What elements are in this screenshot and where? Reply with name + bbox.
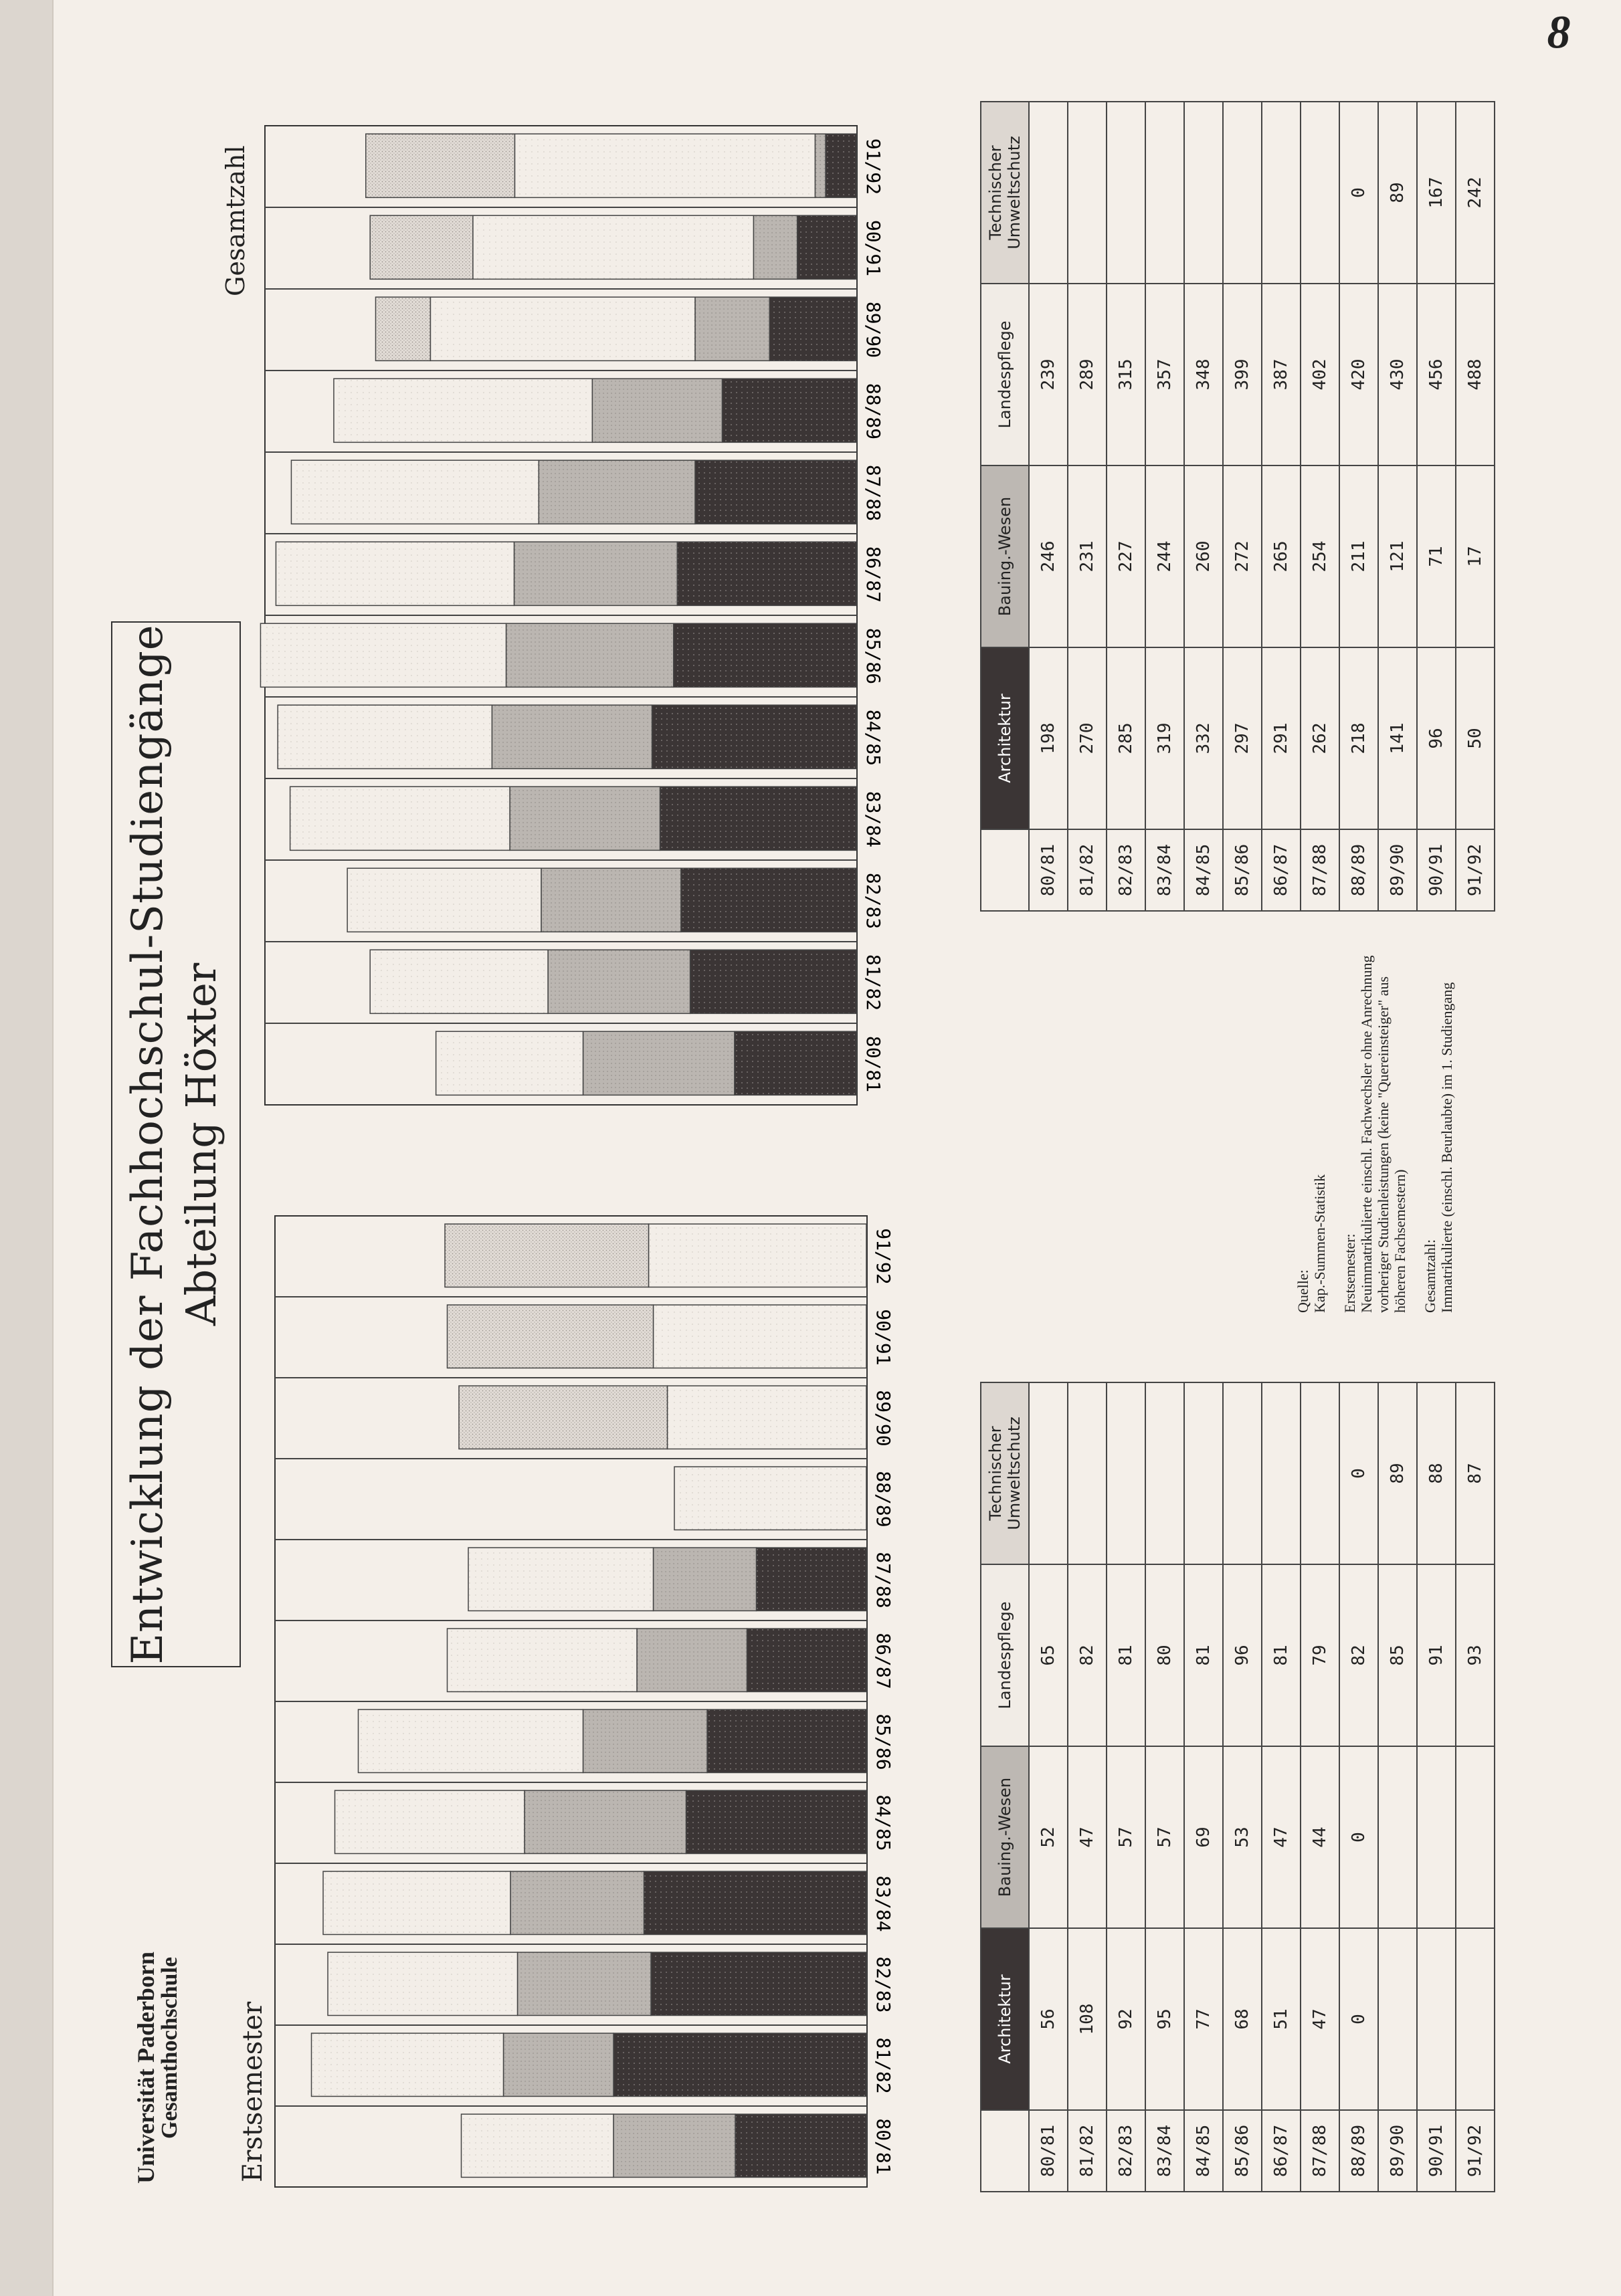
table-cell-landespflege: 456 bbox=[1417, 284, 1456, 465]
bar-segment-bauing bbox=[518, 1952, 652, 2015]
table-cell-bauing: 57 bbox=[1145, 1746, 1184, 1928]
table-cell-architektur: 291 bbox=[1262, 647, 1301, 829]
institution-subtitle: Gesamthochschule bbox=[157, 1957, 182, 2139]
table-row bbox=[1417, 1382, 1456, 2192]
tick-label: 87/88 bbox=[872, 1552, 894, 1608]
tick-label: 81/82 bbox=[862, 954, 884, 1011]
bar-segment-architektur bbox=[757, 1548, 867, 1610]
table-cell-architektur: 218 bbox=[1339, 647, 1378, 829]
table-cell-tech bbox=[1068, 102, 1107, 284]
tick-label: 83/84 bbox=[862, 791, 884, 848]
table-header-landespflege: Landespflege bbox=[981, 284, 1029, 465]
gesamtzahl-table bbox=[980, 101, 1495, 912]
bar-segment-tech bbox=[445, 1224, 649, 1287]
notes-source-label: Quelle: bbox=[1295, 1269, 1311, 1313]
table-row bbox=[1107, 102, 1145, 911]
bar-segment-landespflege bbox=[359, 1709, 583, 1772]
table-cell-tech bbox=[1301, 1382, 1339, 1564]
table-row bbox=[1029, 1382, 1068, 2192]
bar-segment-architektur bbox=[695, 460, 856, 524]
table-header-architektur: Architektur bbox=[981, 647, 1029, 829]
table-header-row bbox=[981, 102, 1029, 911]
table-cell-landespflege: 79 bbox=[1301, 1564, 1339, 1746]
table-header-bauing: Bauing.-Wesen bbox=[981, 465, 1029, 647]
table-cell-year: 82/83 bbox=[1107, 2110, 1145, 2192]
table-cell-year: 91/92 bbox=[1456, 829, 1495, 911]
table-row bbox=[1145, 1382, 1184, 2192]
bar-segment-tech bbox=[448, 1305, 654, 1368]
table-cell-landespflege: 420 bbox=[1339, 284, 1378, 465]
table-row bbox=[1456, 1382, 1495, 2192]
tick-label: 80/81 bbox=[872, 2118, 894, 2175]
table-row bbox=[1417, 102, 1456, 911]
table-cell-bauing: 211 bbox=[1339, 465, 1378, 647]
tick-label: 81/82 bbox=[872, 2037, 894, 2094]
table-cell-landespflege: 488 bbox=[1456, 284, 1495, 465]
table-cell-landespflege: 348 bbox=[1184, 284, 1223, 465]
table-row bbox=[1301, 1382, 1339, 2192]
table-cell-tech: 87 bbox=[1456, 1382, 1495, 1564]
table-cell-architektur: 95 bbox=[1145, 1928, 1184, 2110]
table-cell-bauing: 0 bbox=[1339, 1746, 1378, 1928]
table-row bbox=[1339, 1382, 1378, 2192]
table-cell-architektur: 92 bbox=[1107, 1928, 1145, 2110]
table-cell-bauing: 121 bbox=[1378, 465, 1417, 647]
table-cell-architektur: 285 bbox=[1107, 647, 1145, 829]
notes-source-text: Kap.-Summen-Statistik bbox=[1311, 1174, 1328, 1313]
table-cell-architektur: 47 bbox=[1301, 1928, 1339, 2110]
tick-label: 84/85 bbox=[862, 709, 884, 766]
table-cell-tech bbox=[1029, 1382, 1068, 1564]
table-cell-bauing: 260 bbox=[1184, 465, 1223, 647]
table-row bbox=[1262, 102, 1301, 911]
table-cell-year: 90/91 bbox=[1417, 829, 1456, 911]
table-cell-landespflege: 93 bbox=[1456, 1564, 1495, 1746]
table-cell-tech bbox=[1145, 1382, 1184, 1564]
bar-segment-landespflege bbox=[514, 134, 815, 197]
table-cell-year: 84/85 bbox=[1184, 829, 1223, 911]
table-cell-bauing bbox=[1417, 1746, 1456, 1928]
bar-segment-bauing bbox=[492, 705, 652, 768]
bar-segment-tech bbox=[375, 297, 430, 360]
bar-segment-bauing bbox=[815, 134, 826, 197]
table-cell-bauing: 57 bbox=[1107, 1746, 1145, 1928]
tick-label: 91/92 bbox=[872, 1228, 894, 1285]
bar-segment-landespflege bbox=[674, 1467, 866, 1530]
erstsemester-chart bbox=[274, 1211, 894, 2188]
table-cell-landespflege: 357 bbox=[1145, 284, 1184, 465]
table-cell-landespflege: 289 bbox=[1068, 284, 1107, 465]
bar-segment-bauing bbox=[504, 2033, 614, 2096]
table-row bbox=[1107, 1382, 1145, 2192]
title-box bbox=[111, 621, 241, 1667]
notes-erst-label: Erstsemester: bbox=[1341, 1233, 1358, 1313]
table-cell-bauing: 272 bbox=[1223, 465, 1262, 647]
table-cell-year: 81/82 bbox=[1068, 829, 1107, 911]
table-cell-year: 81/82 bbox=[1068, 2110, 1107, 2192]
bar-segment-bauing bbox=[541, 868, 681, 932]
table-cell-year: 85/86 bbox=[1223, 2110, 1262, 2192]
table-cell-year: 88/89 bbox=[1339, 2110, 1378, 2192]
table-cell-bauing: 52 bbox=[1029, 1746, 1068, 1928]
page-subtitle: Abteilung Höxter bbox=[177, 962, 225, 1326]
table-header-landespflege: Landespflege bbox=[981, 1564, 1029, 1746]
table-cell-year: 82/83 bbox=[1107, 829, 1145, 911]
table-row bbox=[1456, 102, 1495, 911]
table-cell-landespflege: 91 bbox=[1417, 1564, 1456, 1746]
table-cell-architektur: 56 bbox=[1029, 1928, 1068, 2110]
table-cell-tech: 89 bbox=[1378, 1382, 1417, 1564]
table-cell-landespflege: 387 bbox=[1262, 284, 1301, 465]
bar-segment-bauing bbox=[613, 2114, 735, 2177]
table-row bbox=[1184, 1382, 1223, 2192]
bar-segment-landespflege bbox=[291, 460, 539, 524]
notes-gesamt-text: Immatrikulierte (einschl. Beurlaubte) im 1. Studiengang bbox=[1438, 982, 1455, 1313]
table-cell-tech bbox=[1301, 102, 1339, 284]
table-header-tech: Technischer Umweltschutz bbox=[981, 1382, 1029, 1564]
bar-segment-landespflege bbox=[430, 297, 695, 360]
table-cell-architektur bbox=[1378, 1928, 1417, 2110]
bar-segment-architektur bbox=[769, 297, 856, 360]
bar-segment-bauing bbox=[510, 1871, 644, 1934]
bar-segment-tech bbox=[370, 215, 473, 279]
table-cell-tech: 0 bbox=[1339, 1382, 1378, 1564]
bar-segment-landespflege bbox=[335, 1790, 525, 1853]
bar-segment-bauing bbox=[510, 787, 660, 850]
table-row bbox=[1301, 102, 1339, 911]
table-cell-tech bbox=[1262, 102, 1301, 284]
table-cell-tech bbox=[1262, 1382, 1301, 1564]
table-cell-architektur: 96 bbox=[1417, 647, 1456, 829]
bar-segment-tech bbox=[366, 134, 515, 197]
tick-label: 84/85 bbox=[872, 1794, 894, 1851]
bar-segment-landespflege bbox=[370, 950, 548, 1013]
bar-segment-bauing bbox=[637, 1629, 747, 1691]
table-header-row bbox=[981, 1382, 1029, 2192]
table-cell-landespflege: 315 bbox=[1107, 284, 1145, 465]
bar-segment-bauing bbox=[592, 379, 722, 442]
bar-segment-landespflege bbox=[473, 215, 754, 279]
bar-segment-architektur bbox=[690, 950, 856, 1013]
bar-segment-tech bbox=[459, 1386, 668, 1449]
table-cell-landespflege: 85 bbox=[1378, 1564, 1417, 1746]
table-cell-landespflege: 96 bbox=[1223, 1564, 1262, 1746]
table-cell-tech bbox=[1107, 102, 1145, 284]
notes-gesamt-label: Gesamtzahl: bbox=[1422, 1239, 1438, 1313]
source-notes bbox=[1295, 938, 1468, 1313]
table-row bbox=[1029, 102, 1068, 911]
table-cell-bauing: 47 bbox=[1262, 1746, 1301, 1928]
bar-segment-architektur bbox=[686, 1790, 867, 1853]
table-header-architektur: Architektur bbox=[981, 1928, 1029, 2110]
table-cell-architektur: 51 bbox=[1262, 1928, 1301, 2110]
table-cell-year: 84/85 bbox=[1184, 2110, 1223, 2192]
table-cell-tech bbox=[1068, 1382, 1107, 1564]
table-cell-architektur: 332 bbox=[1184, 647, 1223, 829]
bar-segment-landespflege bbox=[468, 1548, 654, 1610]
table-cell-tech: 88 bbox=[1417, 1382, 1456, 1564]
table-cell-architektur: 198 bbox=[1029, 647, 1068, 829]
table-row bbox=[1262, 1382, 1301, 2192]
table-cell-bauing: 53 bbox=[1223, 1746, 1262, 1928]
table-cell-year: 87/88 bbox=[1301, 829, 1339, 911]
table-cell-landespflege: 82 bbox=[1068, 1564, 1107, 1746]
bar-segment-landespflege bbox=[323, 1871, 510, 1934]
table-cell-year: 83/84 bbox=[1145, 2110, 1184, 2192]
bar-segment-bauing bbox=[548, 950, 690, 1013]
table-row bbox=[1145, 102, 1184, 911]
bar-segment-landespflege bbox=[436, 1031, 583, 1095]
table-cell-tech: 242 bbox=[1456, 102, 1495, 284]
bar-segment-landespflege bbox=[276, 542, 514, 605]
tick-label: 86/87 bbox=[872, 1633, 894, 1689]
table-cell-landespflege: 239 bbox=[1029, 284, 1068, 465]
table-cell-year: 86/87 bbox=[1262, 2110, 1301, 2192]
bar-segment-bauing bbox=[583, 1709, 708, 1772]
table-cell-architektur: 68 bbox=[1223, 1928, 1262, 2110]
table-cell-landespflege: 65 bbox=[1029, 1564, 1068, 1746]
bar-segment-landespflege bbox=[462, 2114, 614, 2177]
table-row bbox=[1223, 1382, 1262, 2192]
bar-segment-landespflege bbox=[448, 1629, 638, 1691]
table-cell-year: 80/81 bbox=[1029, 829, 1068, 911]
table-cell-tech bbox=[1223, 102, 1262, 284]
tick-label: 88/89 bbox=[862, 383, 884, 440]
bar-segment-bauing bbox=[695, 297, 769, 360]
table-cell-architektur: 50 bbox=[1456, 647, 1495, 829]
bar-segment-landespflege bbox=[328, 1952, 518, 2015]
table-cell-year: 87/88 bbox=[1301, 2110, 1339, 2192]
table-row bbox=[1184, 102, 1223, 911]
erstsemester-table bbox=[980, 1382, 1495, 2192]
tick-label: 91/92 bbox=[862, 138, 884, 195]
table-cell-architektur bbox=[1417, 1928, 1456, 2110]
table-cell-architektur: 141 bbox=[1378, 647, 1417, 829]
table-row bbox=[1378, 102, 1417, 911]
bar-segment-architektur bbox=[674, 623, 856, 687]
table-cell-tech: 167 bbox=[1417, 102, 1456, 284]
table-header-corner bbox=[981, 2110, 1029, 2192]
notes-erst-text: Neuimmatrikulierte einschl. Fachwechsler ohne Anrechnung vorheriger Studienleistungen (keine "Quereinsteiger" aus höheren Fachsemestern) bbox=[1358, 955, 1408, 1313]
tick-label: 89/90 bbox=[872, 1390, 894, 1447]
table-cell-tech bbox=[1145, 102, 1184, 284]
tick-label: 88/89 bbox=[872, 1471, 894, 1528]
table-cell-bauing: 17 bbox=[1456, 465, 1495, 647]
bar-segment-bauing bbox=[506, 623, 674, 687]
table-cell-landespflege: 81 bbox=[1262, 1564, 1301, 1746]
table-cell-bauing: 47 bbox=[1068, 1746, 1107, 1928]
table-row bbox=[1068, 1382, 1107, 2192]
table-cell-architektur: 108 bbox=[1068, 1928, 1107, 2110]
tick-label: 82/83 bbox=[862, 872, 884, 930]
table-cell-tech bbox=[1107, 1382, 1145, 1564]
tick-label: 85/86 bbox=[872, 1713, 894, 1770]
bar-segment-landespflege bbox=[654, 1305, 867, 1368]
tick-label: 89/90 bbox=[862, 301, 884, 358]
bar-segment-architektur bbox=[735, 2114, 866, 2177]
table-cell-architektur: 77 bbox=[1184, 1928, 1223, 2110]
table-cell-bauing: 231 bbox=[1068, 465, 1107, 647]
table-cell-tech bbox=[1184, 102, 1223, 284]
gesamtzahl-chart bbox=[264, 35, 884, 1106]
table-cell-bauing: 69 bbox=[1184, 1746, 1223, 1928]
table-cell-year: 80/81 bbox=[1029, 2110, 1068, 2192]
table-cell-tech: 0 bbox=[1339, 102, 1378, 284]
page-number: 8 bbox=[1547, 7, 1571, 59]
page-title: Entwicklung der Fachhochschul-Studiengänge bbox=[123, 624, 173, 1665]
tick-label: 80/81 bbox=[862, 1035, 884, 1093]
tick-label: 85/86 bbox=[862, 627, 884, 685]
table-row bbox=[1068, 102, 1107, 911]
table-cell-bauing: 227 bbox=[1107, 465, 1145, 647]
table-cell-year: 90/91 bbox=[1417, 2110, 1456, 2192]
table-cell-tech bbox=[1184, 1382, 1223, 1564]
tick-label: 90/91 bbox=[862, 219, 884, 277]
bar-segment-architektur bbox=[797, 215, 856, 279]
bar-segment-architektur bbox=[660, 787, 856, 850]
bar-segment-landespflege bbox=[278, 705, 492, 768]
table-cell-year: 86/87 bbox=[1262, 829, 1301, 911]
table-cell-bauing: 254 bbox=[1301, 465, 1339, 647]
bar-segment-bauing bbox=[514, 542, 677, 605]
table-cell-landespflege: 430 bbox=[1378, 284, 1417, 465]
bar-segment-architektur bbox=[644, 1871, 867, 1934]
bar-segment-bauing bbox=[539, 460, 695, 524]
bar-segment-landespflege bbox=[312, 2033, 504, 2096]
table-cell-bauing: 71 bbox=[1417, 465, 1456, 647]
table-header-corner bbox=[981, 829, 1029, 911]
bar-segment-landespflege bbox=[290, 787, 510, 850]
bar-segment-landespflege bbox=[334, 379, 592, 442]
table-cell-landespflege: 81 bbox=[1184, 1564, 1223, 1746]
table-cell-tech bbox=[1029, 102, 1068, 284]
bar-segment-landespflege bbox=[347, 868, 541, 932]
table-cell-bauing: 44 bbox=[1301, 1746, 1339, 1928]
table-cell-architektur: 297 bbox=[1223, 647, 1262, 829]
bar-segment-landespflege bbox=[649, 1224, 867, 1287]
table-row bbox=[1223, 102, 1262, 911]
table-cell-bauing bbox=[1378, 1746, 1417, 1928]
bar-segment-architektur bbox=[735, 1031, 856, 1095]
bar-segment-architektur bbox=[651, 1952, 866, 2015]
table-row bbox=[1339, 102, 1378, 911]
bar-segment-bauing bbox=[753, 215, 797, 279]
bar-segment-landespflege bbox=[260, 623, 506, 687]
table-cell-landespflege: 399 bbox=[1223, 284, 1262, 465]
table-cell-architektur: 262 bbox=[1301, 647, 1339, 829]
table-cell-landespflege: 402 bbox=[1301, 284, 1339, 465]
table-header-bauing: Bauing.-Wesen bbox=[981, 1746, 1029, 1928]
tick-label: 87/88 bbox=[862, 464, 884, 522]
tick-label: 82/83 bbox=[872, 1956, 894, 2013]
bar-segment-bauing bbox=[583, 1031, 735, 1095]
table-cell-tech bbox=[1223, 1382, 1262, 1564]
table-row bbox=[1378, 1382, 1417, 2192]
table-cell-year: 88/89 bbox=[1339, 829, 1378, 911]
tick-label: 83/84 bbox=[872, 1875, 894, 1932]
table-cell-architektur: 319 bbox=[1145, 647, 1184, 829]
table-cell-architektur bbox=[1456, 1928, 1495, 2110]
table-header-tech: Technischer Umweltschutz bbox=[981, 102, 1029, 284]
table-cell-year: 91/92 bbox=[1456, 2110, 1495, 2192]
bar-segment-landespflege bbox=[668, 1386, 867, 1449]
tick-label: 86/87 bbox=[862, 546, 884, 603]
table-cell-landespflege: 81 bbox=[1107, 1564, 1145, 1746]
bar-segment-architektur bbox=[613, 2033, 866, 2096]
table-cell-year: 89/90 bbox=[1378, 2110, 1417, 2192]
table-cell-landespflege: 82 bbox=[1339, 1564, 1378, 1746]
table-cell-bauing: 244 bbox=[1145, 465, 1184, 647]
chart-label-gesamtzahl: Gesamtzahl bbox=[221, 145, 250, 296]
bar-segment-architektur bbox=[677, 542, 856, 605]
table-cell-year: 89/90 bbox=[1378, 829, 1417, 911]
bar-segment-bauing bbox=[525, 1790, 686, 1853]
table-cell-tech: 89 bbox=[1378, 102, 1417, 284]
bar-segment-bauing bbox=[654, 1548, 757, 1610]
bar-segment-architektur bbox=[826, 134, 856, 197]
tick-label: 90/91 bbox=[872, 1309, 894, 1366]
table-cell-bauing: 246 bbox=[1029, 465, 1068, 647]
table-cell-architektur: 270 bbox=[1068, 647, 1107, 829]
table-cell-year: 85/86 bbox=[1223, 829, 1262, 911]
bar-segment-architektur bbox=[652, 705, 856, 768]
table-cell-architektur: 0 bbox=[1339, 1928, 1378, 2110]
table-cell-landespflege: 80 bbox=[1145, 1564, 1184, 1746]
table-cell-bauing: 265 bbox=[1262, 465, 1301, 647]
bar-segment-architektur bbox=[681, 868, 856, 932]
institution-name: Universität Paderborn bbox=[132, 1952, 159, 2184]
table-cell-year: 83/84 bbox=[1145, 829, 1184, 911]
bar-segment-architektur bbox=[707, 1709, 866, 1772]
table-cell-bauing bbox=[1456, 1746, 1495, 1928]
chart-label-erstsemester: Erstsemester bbox=[237, 2001, 268, 2182]
bar-segment-architektur bbox=[722, 379, 856, 442]
bar-segment-architektur bbox=[747, 1629, 867, 1691]
